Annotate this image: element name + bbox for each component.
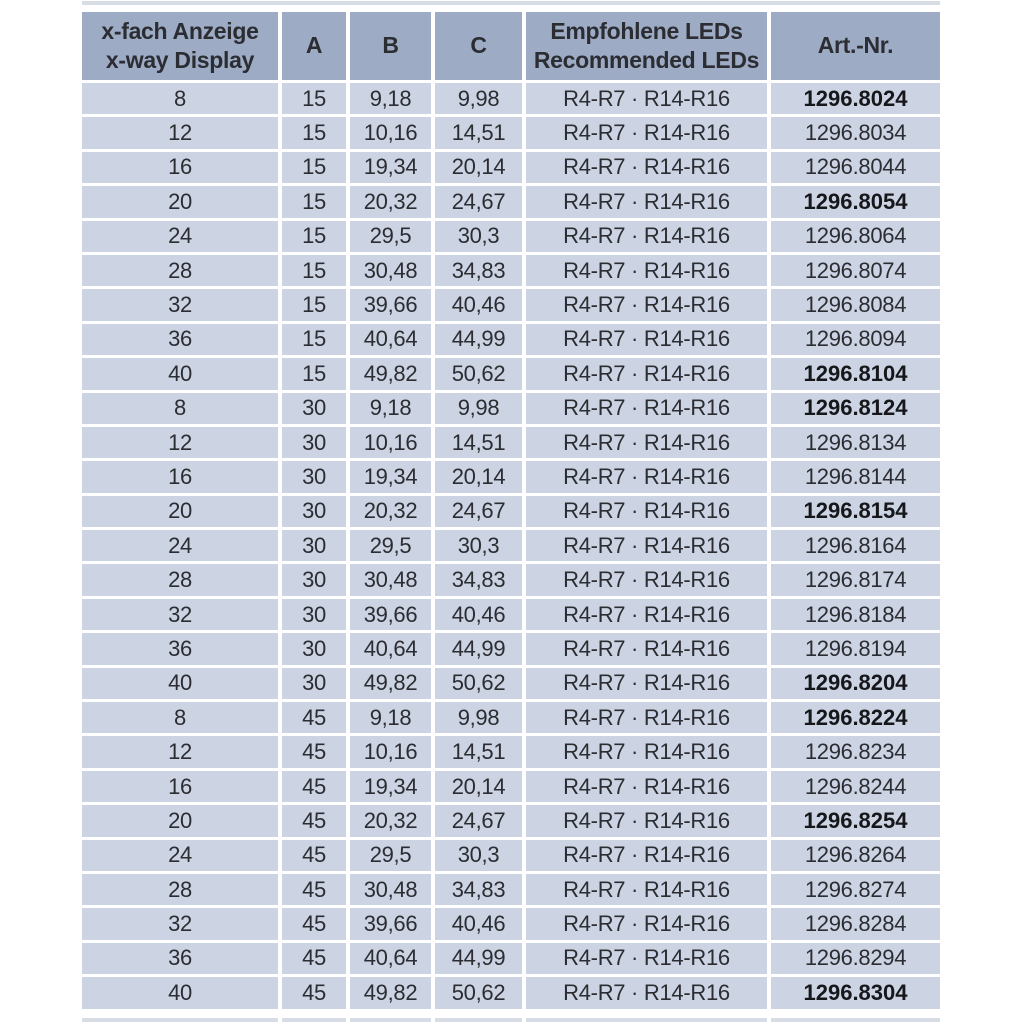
cell-c: 30,3 (435, 530, 522, 561)
cell-b: 20,32 (350, 496, 431, 527)
table-row (82, 255, 940, 286)
cell-c: 44,99 (435, 324, 522, 355)
cell-b: 20,32 (350, 186, 431, 217)
table-row (82, 908, 940, 939)
cell-x-way-display: 16 (82, 771, 278, 802)
cropped-row-bottom (82, 1018, 940, 1022)
cell-a: 45 (282, 908, 346, 939)
cell-recommended-leds: R4-R7 · R14-R16 (526, 908, 767, 939)
cell-recommended-leds: R4-R7 · R14-R16 (526, 874, 767, 905)
table-row (82, 221, 940, 252)
table-row (82, 633, 940, 664)
cell-b: 9,18 (350, 393, 431, 424)
cell-x-way-display: 32 (82, 289, 278, 320)
cell-c: 24,67 (435, 496, 522, 527)
table-row (82, 427, 940, 458)
cell-recommended-leds: R4-R7 · R14-R16 (526, 736, 767, 767)
cell-a: 45 (282, 771, 346, 802)
col-header-x-way-display (82, 12, 278, 80)
cropped-cell (282, 1018, 346, 1022)
cell-c: 14,51 (435, 427, 522, 458)
table-row (82, 805, 940, 836)
cell-c: 34,83 (435, 874, 522, 905)
cell-art-nr: 1296.8294 (771, 943, 940, 974)
cell-art-nr: 1296.8274 (771, 874, 940, 905)
cell-c: 9,98 (435, 393, 522, 424)
table-row (82, 152, 940, 183)
col-header-a: A (282, 12, 346, 80)
cell-c: 44,99 (435, 633, 522, 664)
cell-c: 20,14 (435, 152, 522, 183)
cell-art-nr: 1296.8234 (771, 736, 940, 767)
cell-b: 30,48 (350, 874, 431, 905)
cell-c: 40,46 (435, 908, 522, 939)
table-row (82, 186, 940, 217)
cell-x-way-display: 20 (82, 496, 278, 527)
cell-x-way-display: 28 (82, 255, 278, 286)
cell-b: 10,16 (350, 427, 431, 458)
cell-a: 45 (282, 874, 346, 905)
cell-art-nr: 1296.8264 (771, 840, 940, 871)
cell-recommended-leds: R4-R7 · R14-R16 (526, 977, 767, 1008)
cell-art-nr: 1296.8304 (771, 977, 940, 1008)
header-line-de: x-fach Anzeige (101, 17, 259, 44)
cell-recommended-leds: R4-R7 · R14-R16 (526, 289, 767, 320)
header-line-de: Empfohlene LEDs (550, 17, 743, 44)
cell-x-way-display: 28 (82, 564, 278, 595)
cell-c: 14,51 (435, 117, 522, 148)
cell-x-way-display: 24 (82, 221, 278, 252)
cell-a: 15 (282, 83, 346, 114)
cell-b: 39,66 (350, 908, 431, 939)
table-row (82, 289, 940, 320)
table-row (82, 840, 940, 871)
cropped-row-top (82, 1, 940, 5)
cell-art-nr: 1296.8164 (771, 530, 940, 561)
col-header-recommended-leds (526, 12, 767, 80)
cell-x-way-display: 28 (82, 874, 278, 905)
cell-x-way-display: 36 (82, 943, 278, 974)
table-row (82, 496, 940, 527)
table-row (82, 736, 940, 767)
cell-b: 49,82 (350, 977, 431, 1008)
cell-x-way-display: 12 (82, 427, 278, 458)
cell-b: 39,66 (350, 289, 431, 320)
header-line-en: Recommended LEDs (533, 47, 760, 73)
cell-recommended-leds: R4-R7 · R14-R16 (526, 461, 767, 492)
cell-recommended-leds: R4-R7 · R14-R16 (526, 393, 767, 424)
cell-a: 30 (282, 496, 346, 527)
cell-x-way-display: 12 (82, 736, 278, 767)
cropped-cell (350, 1018, 431, 1022)
cropped-cell (526, 1018, 767, 1022)
cell-recommended-leds: R4-R7 · R14-R16 (526, 427, 767, 458)
cell-a: 45 (282, 943, 346, 974)
cell-c: 24,67 (435, 805, 522, 836)
cell-recommended-leds: R4-R7 · R14-R16 (526, 599, 767, 630)
cell-art-nr: 1296.8054 (771, 186, 940, 217)
cell-recommended-leds: R4-R7 · R14-R16 (526, 943, 767, 974)
cell-b: 39,66 (350, 599, 431, 630)
cell-recommended-leds: R4-R7 · R14-R16 (526, 496, 767, 527)
cell-art-nr: 1296.8104 (771, 358, 940, 389)
cell-c: 34,83 (435, 255, 522, 286)
cell-a: 45 (282, 736, 346, 767)
cell-b: 29,5 (350, 840, 431, 871)
cell-x-way-display: 16 (82, 152, 278, 183)
cell-art-nr: 1296.8194 (771, 633, 940, 664)
cell-b: 19,34 (350, 152, 431, 183)
cell-a: 15 (282, 324, 346, 355)
cell-b: 40,64 (350, 943, 431, 974)
cell-recommended-leds: R4-R7 · R14-R16 (526, 702, 767, 733)
table-row (82, 358, 940, 389)
cell-a: 45 (282, 977, 346, 1008)
cell-art-nr: 1296.8174 (771, 564, 940, 595)
table-row (82, 461, 940, 492)
cell-b: 49,82 (350, 668, 431, 699)
table-row (82, 117, 940, 148)
cell-b: 10,16 (350, 736, 431, 767)
cell-b: 49,82 (350, 358, 431, 389)
cell-art-nr: 1296.8154 (771, 496, 940, 527)
cell-c: 34,83 (435, 564, 522, 595)
cell-x-way-display: 36 (82, 633, 278, 664)
table-row (82, 83, 940, 114)
cell-recommended-leds: R4-R7 · R14-R16 (526, 221, 767, 252)
cell-recommended-leds: R4-R7 · R14-R16 (526, 633, 767, 664)
cell-recommended-leds: R4-R7 · R14-R16 (526, 840, 767, 871)
cell-b: 40,64 (350, 324, 431, 355)
cell-x-way-display: 8 (82, 702, 278, 733)
cropped-cell (82, 1018, 278, 1022)
cell-art-nr: 1296.8184 (771, 599, 940, 630)
cell-recommended-leds: R4-R7 · R14-R16 (526, 668, 767, 699)
led-display-spec-table (78, 9, 944, 1012)
cell-c: 20,14 (435, 461, 522, 492)
cell-recommended-leds: R4-R7 · R14-R16 (526, 186, 767, 217)
cell-b: 19,34 (350, 461, 431, 492)
cell-a: 30 (282, 393, 346, 424)
cell-c: 24,67 (435, 186, 522, 217)
cell-b: 29,5 (350, 530, 431, 561)
cell-a: 45 (282, 805, 346, 836)
cell-recommended-leds: R4-R7 · R14-R16 (526, 324, 767, 355)
cell-c: 50,62 (435, 977, 522, 1008)
cell-c: 14,51 (435, 736, 522, 767)
col-header-b: B (350, 12, 431, 80)
table-row (82, 977, 940, 1008)
cell-x-way-display: 24 (82, 530, 278, 561)
cell-b: 20,32 (350, 805, 431, 836)
cell-a: 30 (282, 530, 346, 561)
cell-art-nr: 1296.8224 (771, 702, 940, 733)
cell-art-nr: 1296.8254 (771, 805, 940, 836)
cropped-cell (435, 1018, 522, 1022)
col-header-c: C (435, 12, 522, 80)
cell-x-way-display: 32 (82, 908, 278, 939)
table-row (82, 393, 940, 424)
cell-c: 50,62 (435, 358, 522, 389)
cell-a: 30 (282, 668, 346, 699)
cell-recommended-leds: R4-R7 · R14-R16 (526, 805, 767, 836)
cell-art-nr: 1296.8134 (771, 427, 940, 458)
cell-art-nr: 1296.8124 (771, 393, 940, 424)
table-row (82, 599, 940, 630)
cell-c: 30,3 (435, 840, 522, 871)
cell-recommended-leds: R4-R7 · R14-R16 (526, 564, 767, 595)
table-row (82, 564, 940, 595)
cell-art-nr: 1296.8064 (771, 221, 940, 252)
cell-b: 19,34 (350, 771, 431, 802)
cell-art-nr: 1296.8084 (771, 289, 940, 320)
cell-c: 40,46 (435, 599, 522, 630)
cell-art-nr: 1296.8034 (771, 117, 940, 148)
cell-b: 40,64 (350, 633, 431, 664)
cell-a: 15 (282, 255, 346, 286)
cell-art-nr: 1296.8244 (771, 771, 940, 802)
cell-art-nr: 1296.8044 (771, 152, 940, 183)
cell-x-way-display: 32 (82, 599, 278, 630)
cell-x-way-display: 24 (82, 840, 278, 871)
cell-b: 30,48 (350, 564, 431, 595)
cell-a: 45 (282, 840, 346, 871)
cropped-cell (771, 1018, 940, 1022)
cell-art-nr: 1296.8144 (771, 461, 940, 492)
cell-a: 30 (282, 427, 346, 458)
header-row (82, 12, 940, 80)
cell-recommended-leds: R4-R7 · R14-R16 (526, 771, 767, 802)
col-header-art-nr: Art.-Nr. (771, 12, 940, 80)
cell-a: 30 (282, 633, 346, 664)
cell-x-way-display: 20 (82, 186, 278, 217)
cell-recommended-leds: R4-R7 · R14-R16 (526, 530, 767, 561)
cell-art-nr: 1296.8024 (771, 83, 940, 114)
cell-c: 9,98 (435, 702, 522, 733)
cell-b: 10,16 (350, 117, 431, 148)
cell-x-way-display: 40 (82, 668, 278, 699)
cell-b: 9,18 (350, 702, 431, 733)
cell-b: 29,5 (350, 221, 431, 252)
cell-b: 9,18 (350, 83, 431, 114)
table-row (82, 702, 940, 733)
cell-x-way-display: 40 (82, 977, 278, 1008)
cell-recommended-leds: R4-R7 · R14-R16 (526, 358, 767, 389)
cell-a: 15 (282, 289, 346, 320)
cell-c: 40,46 (435, 289, 522, 320)
cell-a: 15 (282, 117, 346, 148)
cell-a: 15 (282, 221, 346, 252)
cell-x-way-display: 20 (82, 805, 278, 836)
header-line-en: x-way Display (105, 47, 255, 73)
table-row (82, 771, 940, 802)
cell-recommended-leds: R4-R7 · R14-R16 (526, 83, 767, 114)
cell-a: 15 (282, 358, 346, 389)
cell-art-nr: 1296.8074 (771, 255, 940, 286)
cell-x-way-display: 36 (82, 324, 278, 355)
cell-x-way-display: 8 (82, 83, 278, 114)
table-row (82, 324, 940, 355)
cell-art-nr: 1296.8204 (771, 668, 940, 699)
cell-a: 30 (282, 564, 346, 595)
cell-art-nr: 1296.8094 (771, 324, 940, 355)
cell-c: 20,14 (435, 771, 522, 802)
cell-c: 30,3 (435, 221, 522, 252)
cell-a: 30 (282, 461, 346, 492)
table-row (82, 943, 940, 974)
cell-recommended-leds: R4-R7 · R14-R16 (526, 255, 767, 286)
table-row (82, 530, 940, 561)
cell-b: 30,48 (350, 255, 431, 286)
cell-a: 30 (282, 599, 346, 630)
table-row (82, 874, 940, 905)
cell-recommended-leds: R4-R7 · R14-R16 (526, 117, 767, 148)
cell-c: 9,98 (435, 83, 522, 114)
cell-x-way-display: 16 (82, 461, 278, 492)
cell-a: 45 (282, 702, 346, 733)
cell-a: 15 (282, 152, 346, 183)
cell-x-way-display: 12 (82, 117, 278, 148)
table-row (82, 668, 940, 699)
cell-c: 50,62 (435, 668, 522, 699)
cell-x-way-display: 40 (82, 358, 278, 389)
cell-recommended-leds: R4-R7 · R14-R16 (526, 152, 767, 183)
cell-x-way-display: 8 (82, 393, 278, 424)
cell-c: 44,99 (435, 943, 522, 974)
cell-art-nr: 1296.8284 (771, 908, 940, 939)
cell-a: 15 (282, 186, 346, 217)
